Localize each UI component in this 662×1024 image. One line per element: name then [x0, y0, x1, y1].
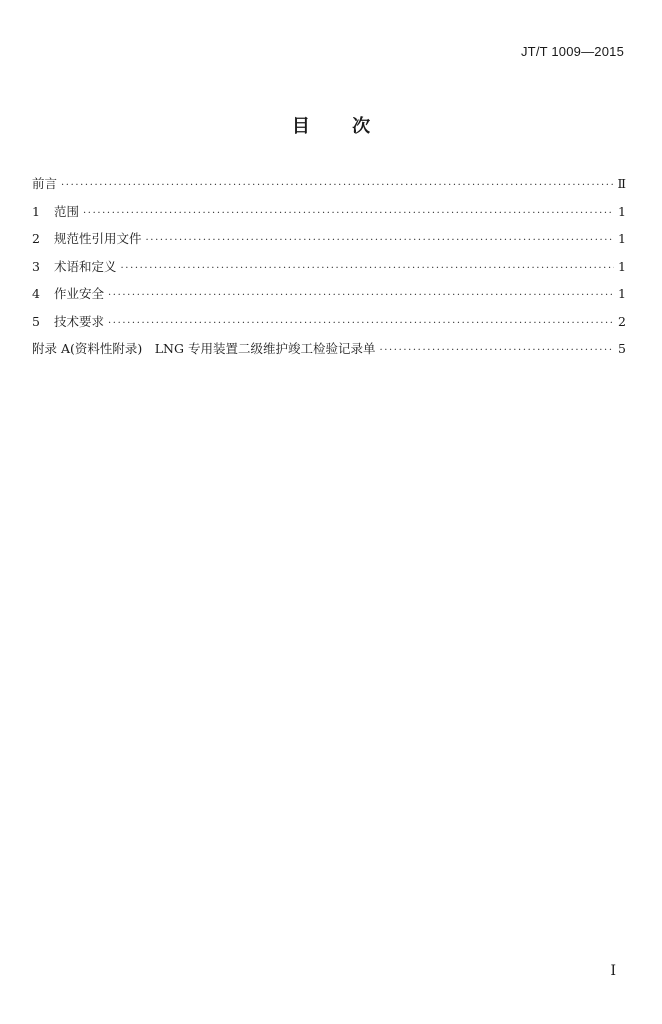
toc-entry-annex-a[interactable]: [32, 339, 626, 367]
toc-entry-label: 范围: [54, 203, 80, 219]
toc-leader-dots: [61, 180, 613, 191]
toc-entry-label: 附录 A(资料性附录) LNG 专用装置二级维护竣工检验记录单: [32, 341, 376, 356]
toc-entry-work-safety[interactable]: [32, 284, 626, 312]
toc-leader-dots: [83, 208, 614, 219]
toc-leader-dots: [121, 263, 614, 274]
toc-entry-technical-requirements[interactable]: [32, 312, 626, 340]
toc-leader-dots: [379, 345, 614, 356]
toc-entry-number: 4: [32, 286, 40, 301]
toc-entry-label: 作业安全: [54, 286, 105, 301]
toc-entry-label: 前言: [32, 176, 58, 191]
toc-entry-page: 2: [618, 313, 626, 329]
toc-entry-number: 3: [32, 258, 40, 274]
toc-entry-scope[interactable]: [32, 202, 626, 230]
toc-entry-terms-definitions[interactable]: [32, 257, 626, 285]
toc-entry-page: Ⅱ: [617, 176, 626, 191]
toc-entry-label: 术语和定义: [54, 258, 117, 274]
toc-entry-number: 1: [32, 203, 40, 219]
toc-entry-preface[interactable]: [32, 174, 626, 202]
toc-list: [32, 174, 626, 367]
page-number: I: [610, 963, 616, 979]
toc-entry-page: 1: [618, 203, 626, 219]
toc-entry-page: 1: [618, 231, 626, 246]
toc-leader-dots: [108, 318, 614, 329]
toc-entry-label: 规范性引用文件: [54, 231, 142, 246]
toc-entry-page: 1: [618, 286, 626, 301]
toc-leader-dots: [108, 290, 614, 301]
toc-leader-dots: [146, 235, 614, 246]
toc-title-char: 次: [352, 116, 371, 137]
standard-code: JT/T 1009—2015: [520, 44, 624, 59]
toc-entry-number: 5: [32, 313, 40, 329]
toc-entry-label: 技术要求: [54, 313, 105, 329]
toc-entry-normative-references[interactable]: [32, 229, 626, 257]
toc-entry-number: 2: [32, 231, 40, 246]
toc-entry-page: 5: [618, 341, 626, 356]
toc-title-char: 目: [291, 116, 310, 137]
toc-entry-page: 1: [618, 258, 626, 274]
toc-title: [0, 112, 662, 138]
